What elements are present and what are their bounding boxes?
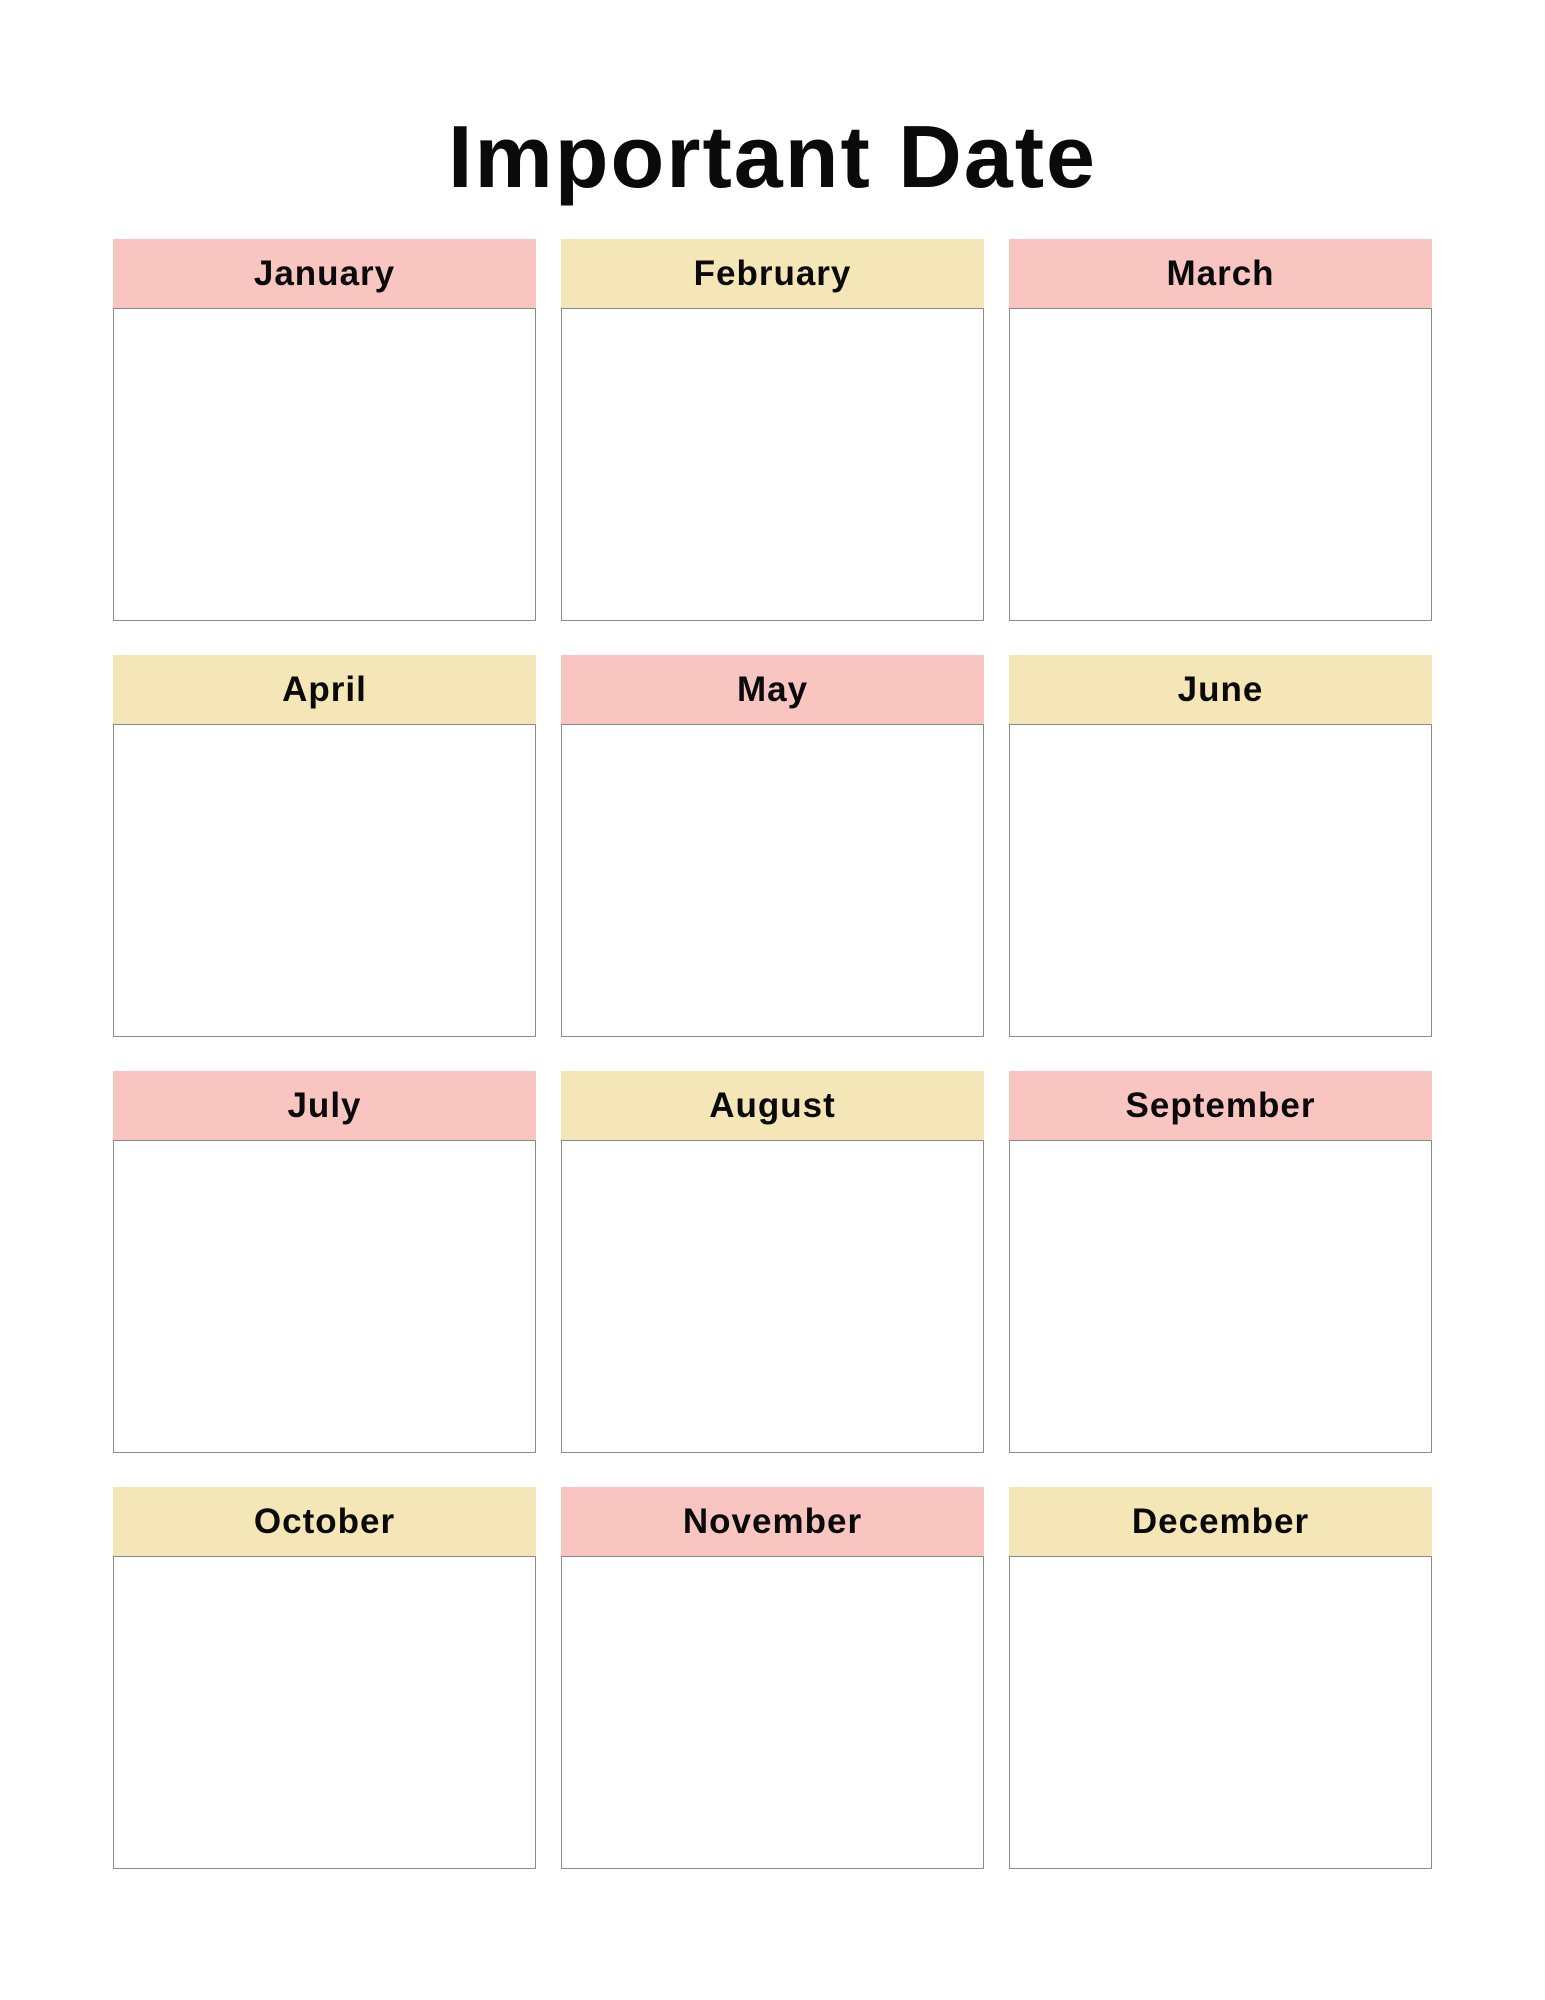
- month-card-april: [113, 655, 536, 1038]
- month-card-november: [561, 1487, 984, 1870]
- month-header-january: January: [113, 239, 536, 308]
- month-header-august: August: [561, 1071, 984, 1140]
- month-box-july[interactable]: [113, 1140, 536, 1453]
- month-header-november: November: [561, 1487, 984, 1556]
- month-header-june: June: [1009, 655, 1432, 724]
- month-card-september: [1009, 1071, 1432, 1454]
- month-box-october[interactable]: [113, 1556, 536, 1869]
- month-header-december: December: [1009, 1487, 1432, 1556]
- month-card-october: [113, 1487, 536, 1870]
- month-notes-february[interactable]: [562, 309, 983, 620]
- month-notes-september[interactable]: [1010, 1141, 1431, 1452]
- month-box-april[interactable]: [113, 724, 536, 1037]
- month-header-september: September: [1009, 1071, 1432, 1140]
- month-box-june[interactable]: [1009, 724, 1432, 1037]
- month-box-march[interactable]: [1009, 308, 1432, 621]
- month-header-october: October: [113, 1487, 536, 1556]
- month-header-april: April: [113, 655, 536, 724]
- month-box-september[interactable]: [1009, 1140, 1432, 1453]
- month-notes-november[interactable]: [562, 1557, 983, 1868]
- month-box-november[interactable]: [561, 1556, 984, 1869]
- month-notes-april[interactable]: [114, 725, 535, 1036]
- month-notes-june[interactable]: [1010, 725, 1431, 1036]
- month-notes-march[interactable]: [1010, 309, 1431, 620]
- month-card-august: [561, 1071, 984, 1454]
- month-notes-october[interactable]: [114, 1557, 535, 1868]
- month-header-july: July: [113, 1071, 536, 1140]
- month-box-may[interactable]: [561, 724, 984, 1037]
- month-card-january: [113, 239, 536, 622]
- month-header-march: March: [1009, 239, 1432, 308]
- month-card-march: [1009, 239, 1432, 622]
- month-card-june: [1009, 655, 1432, 1038]
- month-card-july: [113, 1071, 536, 1454]
- month-notes-january[interactable]: [114, 309, 535, 620]
- month-header-february: February: [561, 239, 984, 308]
- month-box-december[interactable]: [1009, 1556, 1432, 1869]
- month-box-february[interactable]: [561, 308, 984, 621]
- month-notes-december[interactable]: [1010, 1557, 1431, 1868]
- month-card-february: [561, 239, 984, 622]
- month-card-december: [1009, 1487, 1432, 1870]
- month-card-may: [561, 655, 984, 1038]
- month-notes-july[interactable]: [114, 1141, 535, 1452]
- month-box-august[interactable]: [561, 1140, 984, 1453]
- month-header-may: May: [561, 655, 984, 724]
- month-notes-may[interactable]: [562, 725, 983, 1036]
- page-title: Important Date: [448, 107, 1097, 206]
- month-notes-august[interactable]: [562, 1141, 983, 1452]
- month-box-january[interactable]: [113, 308, 536, 621]
